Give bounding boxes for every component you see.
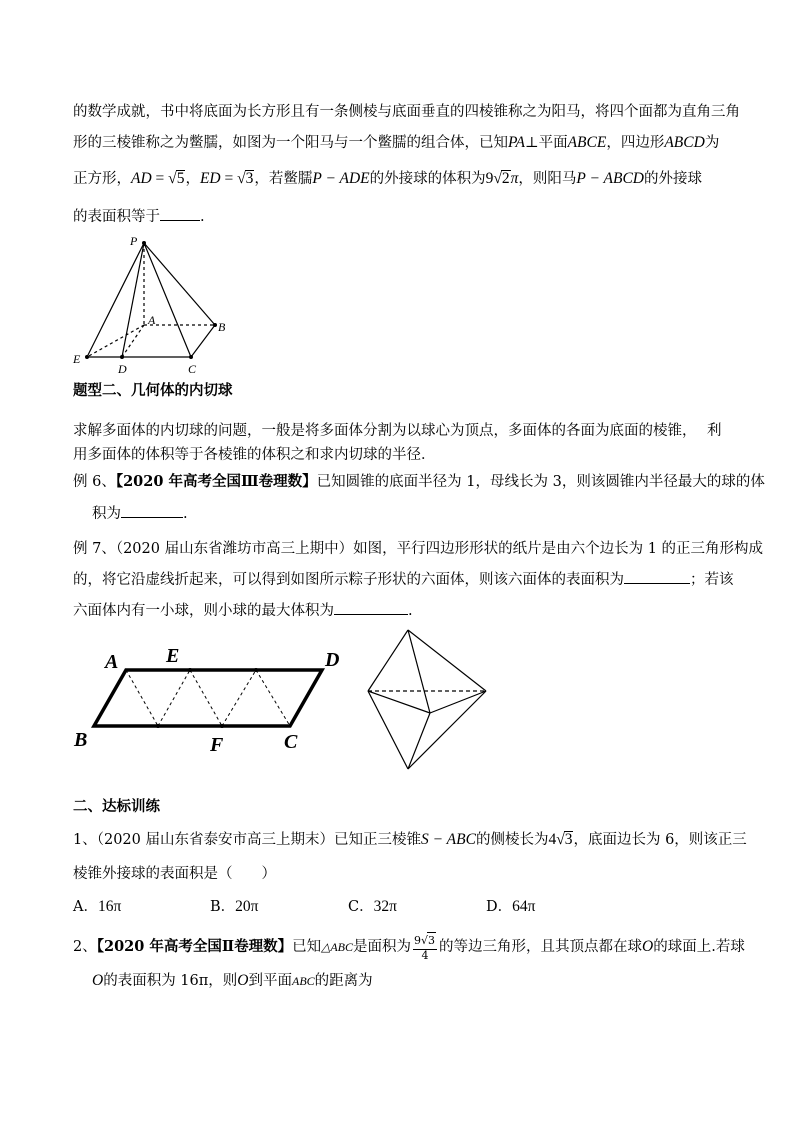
label-B: B [74,729,88,751]
problem-text-line-4: 的表面积等于 . [73,206,205,227]
example-7-line-3: 六面体内有一小球，则小球的最大体积为 . [73,600,413,621]
question-2-line-1: 2、【2020 年高考全国Ⅱ卷理数】已知△ABC是面积为 $\frac{9√3}{4}$ 的等边三角形，且其顶点都在球O的球面上.若球 [73,934,745,962]
option-b: B．20π [210,898,259,915]
label-D: D [118,362,127,376]
problem-text-line-2: 形的三棱锥称之为鳖臑，如图为一个阳马与一个鳖臑的组合体，已知PA⊥平面ABCE，四边形ABCD为 [73,134,720,151]
label-A: A [148,313,156,327]
question-1-options [73,897,536,917]
example-6-line-2: 积为 . [92,503,188,524]
parallelogram-figure [70,640,360,760]
pyramid-figure [62,230,242,380]
label-F: F [210,734,224,756]
example-7-line-2: 的，将它沿虚线折起来，可以得到如图所示粽子形状的六面体，则该六面体的表面积为 ；若该 [73,569,734,590]
area-fraction: $\frac{9√3}{4}$ [414,934,436,962]
example-7-line-1: 例 7、（2020 届山东省潍坊市高三上期中）如图，平行四边形形状的纸片是由六个边长为 1 的正三角形构成 [73,541,764,557]
section-title-inscribed-sphere: 题型二、几何体的内切球 [73,382,233,399]
label-A: A [105,651,119,673]
answer-blank [624,569,690,584]
option-d: D．64π [486,898,536,915]
label-B: B [218,320,226,334]
label-C: C [188,362,197,376]
hexahedron-figure [360,625,495,775]
section-intro-line-2: 用多面体的体积等于各棱锥的体积之和求内切球的半径． [73,447,436,463]
label-D: D [325,649,340,671]
option-c: C．32π [348,898,397,915]
answer-blank [334,600,408,615]
question-1-line-1: 1、（2020 届山东省泰安市高三上期末）已知正三棱锥S − ABC的侧棱长为4√3，底面边长为 6，则该正三 [73,831,747,848]
problem-text-line-1: 的数学成就，书中将底面为长方形且有一条侧棱与底面垂直的四棱锥称之为阳马，将四个面都为直角三角 [73,104,740,120]
label-P: P [130,234,138,248]
option-a: A．16π [73,898,122,915]
label-E: E [166,645,180,667]
answer-blank [121,503,183,518]
problem-text-line-3: 正方形，AD = √5，ED = √3，若鳖臑P − ADE的外接球的体积为9√2π，则阳马P − ABCD的外接球 [73,170,702,187]
section-intro-line-1: 求解多面体的内切球的问题，一般是将多面体分割为以球心为顶点，多面体的各面为底面的棱锥， 利 [73,423,722,439]
answer-blank [160,206,200,221]
section-title-practice: 二、达标训练 [73,798,160,815]
label-E: E [73,352,81,366]
question-2-line-2: O的表面积为 16π，则O到平面ABC的距离为 [92,972,373,989]
label-C: C [284,731,298,753]
question-1-line-2: 棱锥外接球的表面积是（ ） [73,866,276,882]
example-6-line-1: 例 6、【2020 年高考全国Ⅲ卷理数】已知圆锥的底面半径为 1，母线长为 3，则该圆锥内半径最大的球的体 [73,473,765,490]
